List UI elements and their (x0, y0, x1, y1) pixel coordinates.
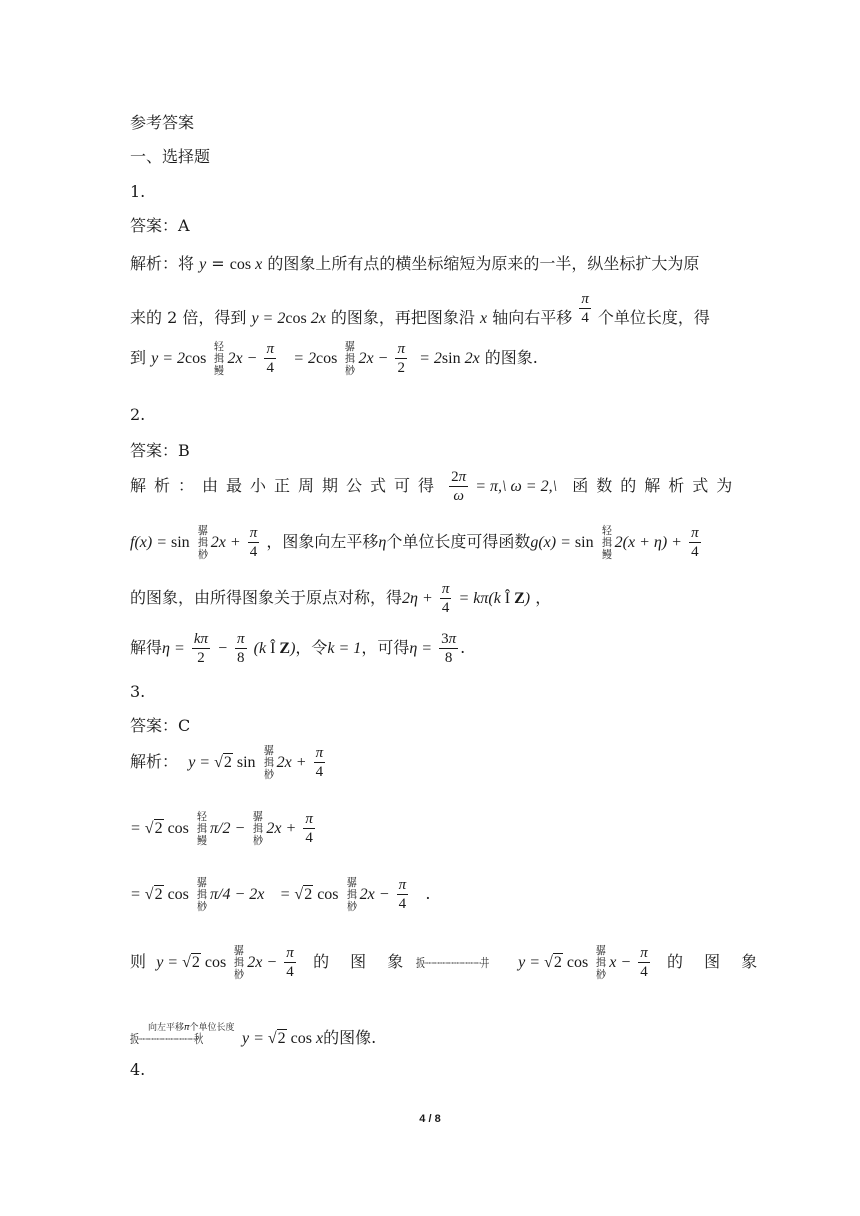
q1-explanation-line3: 到 y = 2cos 轻 揖 鳗 2x − $\frac{\pi}{4}$ = 2cos 骣 揖 桫 2x − $\frac{\pi}{2}$ = 2sin 2x 的图象. (130, 339, 538, 377)
q3-step2: = √2 cos 轻 揖 鳗 π/2 − 骣 揖 桫 2x + $\frac{\pi}{4}$ (130, 809, 313, 847)
shift-note: 向左平移π个单位长度 (148, 1023, 235, 1033)
q4-number: 4. (130, 1060, 146, 1079)
answer-heading: 参考答案 (130, 113, 195, 132)
q2-explanation-line1: 解析：由最小正周期公式可得 $\frac{2\pi}{\omega}$ = π,\ ω = 2,\ 函数的解析式为 (130, 469, 741, 504)
q2-number: 2. (130, 405, 146, 424)
q2-explanation-line3: 的图象，由所得图象关于原点对称，得2η + $\frac{\pi}{4}$ = kπ(k Î Z) ， (130, 581, 552, 616)
fraction: $\frac{\pi}{4}$ (581, 291, 589, 326)
q3-answer: 答案：C (130, 716, 191, 735)
q3-final-line: 向左平移π个单位长度 扳┈┈┈┈┈┈┈┈┈┈┈┈秋 y = √2 cos x的图像. (130, 1016, 730, 1060)
q1-explanation-line1: 解析：将 y = cos x 的图象上所有点的横坐标缩短为原来的一半，纵坐标扩大为原 (130, 254, 700, 273)
arrow-artifact: 扳┈┈┈┈┈┈┈┈┈┈┈┈秋 (130, 1032, 203, 1046)
q2-answer: 答案：B (130, 441, 190, 460)
q2-explanation-line4: 解得η = $\frac{k\pi}{2}$ − $\frac{\pi}{8}$ (k Î Z)，令k = 1，可得η = $\frac{3\pi}{8}$ . (130, 631, 466, 666)
q2-explanation-line2: f(x) = sin 骣 揖 桫 2x + $\frac{\pi}{4}$ ，图象向左平移η个单位长度可得函数g(x) = sin 轻 揖 鳗 2(x + η) + $\frac{\pi}{4}$ (130, 523, 699, 561)
q1-answer: 答案：A (130, 216, 190, 235)
q3-step1: 解析： y = √2 sin 骣 揖 桫 2x + $\frac{\pi}{4}$ (130, 743, 324, 781)
page-number: 4 / 8 (419, 1113, 441, 1125)
q3-step3: = √2 cos 骣 揖 桫 π/4 − 2x = √2 cos 骣 揖 桫 2x − $\frac{\pi}{4}$ . (130, 875, 431, 913)
q3-number: 3. (130, 682, 146, 701)
q1-explanation-line2: 来的 2 倍，得到 y = 2cos 2x 的图象，再把图象沿 x 轴向右平移 $\frac{\pi}{4}$ 个单位长度，得 (130, 291, 710, 327)
q3-transform-line: 则 y = √2 cos 骣 揖 桫 2x − $\frac{\pi}{4}$ 的 图 象 扳┈┈┈┈┈┈┈┈┈┈┈┈井 y = √2 cos 骣 揖 桫 x − $\frac{\pi}{4}$ 的 图 象 (130, 943, 766, 981)
section-title: 一、选择题 (130, 147, 211, 166)
q1-number: 1. (130, 182, 146, 201)
arrow-artifact: 扳┈┈┈┈┈┈┈┈┈┈┈┈井 (416, 956, 489, 970)
